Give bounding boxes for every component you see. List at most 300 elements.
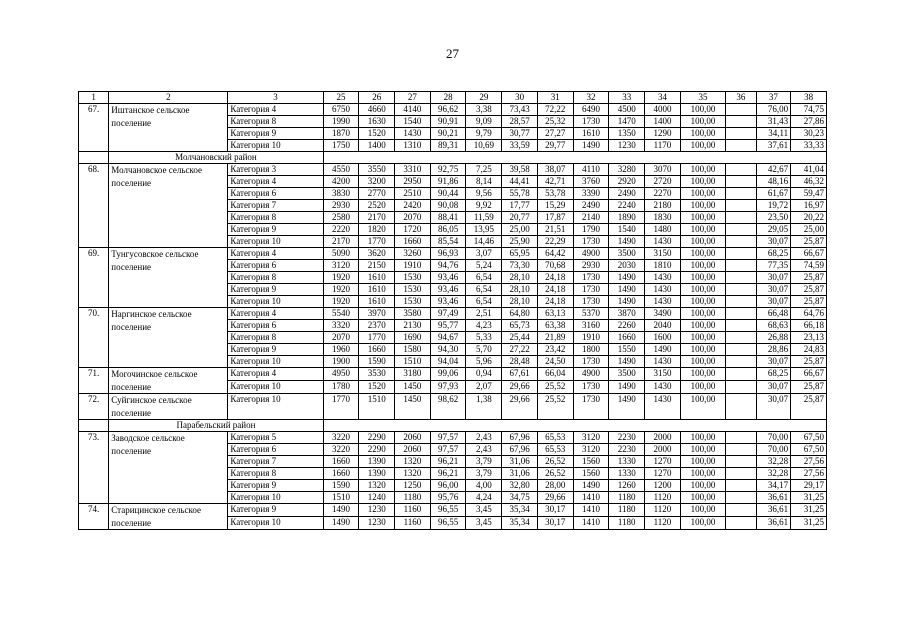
value-cell: 2270 [645,188,681,200]
value-cell: 4900 [573,368,609,381]
value-cell: 32,80 [502,480,538,492]
value-cell: 1400 [645,116,681,128]
value-cell: 1730 [573,272,609,284]
value-cell [726,394,756,420]
value-cell: 1730 [573,296,609,308]
value-cell: 1250 [395,480,431,492]
value-cell: 3870 [609,308,645,320]
category-cell: Категория 8 [228,212,323,224]
value-cell: 70,68 [537,260,573,272]
category-cell: Категория 9 [228,344,323,356]
value-cell [726,236,756,248]
category-cell: Категория 4 [228,248,323,260]
value-cell: 91,86 [430,176,466,188]
row-number: 70. [79,308,109,368]
header-cell: 35 [680,92,725,104]
category-cell: Категория 8 [228,332,323,344]
value-cell: 1290 [645,128,681,140]
value-cell: 1320 [395,468,431,480]
value-cell: 1390 [359,468,395,480]
value-cell: 4950 [323,368,359,381]
value-cell: 100,00 [680,128,725,140]
value-cell: 67,96 [502,444,538,456]
table-row [79,394,827,420]
value-cell: 25,52 [537,381,573,394]
value-cell: 85,54 [430,236,466,248]
section-empty [323,420,826,432]
value-cell: 3120 [323,260,359,272]
value-cell: 14,46 [466,236,502,248]
value-cell: 28,10 [502,296,538,308]
value-cell: 1410 [573,504,609,517]
value-cell: 2150 [359,260,395,272]
value-cell: 93,46 [430,296,466,308]
value-cell: 28,57 [502,116,538,128]
value-cell: 1170 [645,140,681,152]
value-cell: 61,67 [756,188,791,200]
value-cell: 67,61 [502,368,538,381]
value-cell: 5,24 [466,260,502,272]
value-cell: 9,56 [466,188,502,200]
category-cell: Категория 9 [228,284,323,296]
table-row [79,504,827,517]
value-cell [726,164,756,176]
value-cell: 59,47 [791,188,827,200]
value-cell: 31,06 [502,468,538,480]
value-cell: 96,62 [430,104,466,116]
value-cell: 31,25 [791,504,827,517]
value-cell: 36,61 [756,517,791,530]
value-cell: 1510 [323,492,359,504]
header-cell: 3 [228,92,323,104]
value-cell: 30,17 [537,504,573,517]
value-cell: 97,57 [430,432,466,444]
value-cell: 3760 [573,176,609,188]
value-cell: 1180 [609,492,645,504]
value-cell: 1820 [359,224,395,236]
value-cell: 30,17 [537,517,573,530]
value-cell: 1120 [645,492,681,504]
value-cell: 100,00 [680,456,725,468]
value-cell: 9,92 [466,200,502,212]
value-cell: 65,53 [537,444,573,456]
value-cell: 16,97 [791,200,827,212]
value-cell: 25,32 [537,116,573,128]
value-cell: 2260 [609,320,645,332]
value-cell: 100,00 [680,308,725,320]
value-cell: 1920 [323,272,359,284]
value-cell: 1450 [395,381,431,394]
category-cell: Категория 8 [228,116,323,128]
value-cell: 1770 [359,332,395,344]
value-cell: 2490 [609,188,645,200]
value-cell: 29,66 [537,492,573,504]
row-number: 74. [79,504,109,530]
value-cell: 2580 [323,212,359,224]
value-cell: 21,89 [537,332,573,344]
value-cell: 1430 [645,356,681,368]
value-cell: 1320 [395,456,431,468]
value-cell: 90,91 [430,116,466,128]
value-cell: 3280 [609,164,645,176]
value-cell: 1430 [645,236,681,248]
value-cell: 1770 [323,394,359,420]
value-cell: 65,73 [502,320,538,332]
value-cell: 11,59 [466,212,502,224]
value-cell: 1900 [323,356,359,368]
value-cell: 1560 [573,468,609,480]
value-cell: 55,78 [502,188,538,200]
section-empty [79,152,109,164]
value-cell: 2070 [323,332,359,344]
value-cell: 27,56 [791,456,827,468]
value-cell: 100,00 [680,188,725,200]
value-cell: 90,08 [430,200,466,212]
row-number: 72. [79,394,109,420]
value-cell: 96,55 [430,517,466,530]
value-cell [726,212,756,224]
value-cell: 94,30 [430,344,466,356]
value-cell: 64,42 [537,248,573,260]
value-cell: 86,05 [430,224,466,236]
value-cell: 96,55 [430,504,466,517]
value-cell: 100,00 [680,480,725,492]
value-cell: 1530 [395,284,431,296]
table-row [79,432,827,444]
value-cell: 3500 [609,248,645,260]
header-cell: 28 [430,92,466,104]
value-cell: 1920 [323,284,359,296]
value-cell: 2070 [395,212,431,224]
row-number: 68. [79,164,109,248]
value-cell: 1320 [359,480,395,492]
value-cell: 3310 [395,164,431,176]
value-cell: 37,61 [756,140,791,152]
category-cell: Категория 7 [228,456,323,468]
value-cell: 1430 [645,272,681,284]
value-cell: 1610 [359,284,395,296]
value-cell: 1720 [395,224,431,236]
value-cell: 1490 [609,272,645,284]
section-empty [79,420,109,432]
value-cell: 94,04 [430,356,466,368]
value-cell: 1790 [573,224,609,236]
value-cell: 25,87 [791,272,827,284]
value-cell: 100,00 [680,176,725,188]
value-cell: 3,45 [466,517,502,530]
value-cell: 20,22 [791,212,827,224]
value-cell: 25,87 [791,394,827,420]
value-cell: 23,13 [791,332,827,344]
value-cell: 1750 [323,140,359,152]
value-cell: 2510 [395,188,431,200]
value-cell: 23,42 [537,344,573,356]
value-cell: 27,27 [537,128,573,140]
value-cell: 70,00 [756,444,791,456]
value-cell: 89,31 [430,140,466,152]
table-row [79,308,827,320]
value-cell: 2,51 [466,308,502,320]
value-cell: 24,83 [791,344,827,356]
settlement-name: Тунгусовское сельское поселение [109,248,228,308]
value-cell: 3,38 [466,104,502,116]
value-cell: 4,24 [466,492,502,504]
page-number: 27 [446,46,459,61]
value-cell [726,468,756,480]
value-cell: 3970 [359,308,395,320]
value-cell: 1730 [573,394,609,420]
value-cell: 65,53 [537,432,573,444]
category-cell: Категория 10 [228,140,323,152]
value-cell: 1260 [609,480,645,492]
section-empty [323,152,826,164]
value-cell: 65,95 [502,248,538,260]
value-cell: 36,61 [756,492,791,504]
value-cell: 63,13 [537,308,573,320]
value-cell: 3530 [359,368,395,381]
value-cell: 1120 [645,504,681,517]
value-cell [726,224,756,236]
header-cell: 25 [323,92,359,104]
value-cell: 5,70 [466,344,502,356]
value-cell: 1990 [323,116,359,128]
value-cell: 32,28 [756,468,791,480]
value-cell: 3220 [323,432,359,444]
category-cell: Категория 10 [228,492,323,504]
category-cell: Категория 4 [228,368,323,381]
value-cell: 25,44 [502,332,538,344]
value-cell: 6,54 [466,284,502,296]
category-cell: Категория 6 [228,260,323,272]
value-cell: 31,06 [502,456,538,468]
value-cell: 1510 [359,394,395,420]
value-cell: 29,77 [537,140,573,152]
value-cell: 1520 [359,128,395,140]
value-cell: 6,54 [466,296,502,308]
value-cell: 1,38 [466,394,502,420]
value-cell: 1890 [609,212,645,224]
value-cell: 1800 [573,344,609,356]
row-number: 71. [79,368,109,394]
value-cell [726,260,756,272]
value-cell: 66,04 [537,368,573,381]
value-cell: 25,52 [537,394,573,420]
value-cell: 28,86 [756,344,791,356]
header-cell: 31 [537,92,573,104]
value-cell: 27,22 [502,344,538,356]
value-cell: 74,75 [791,104,827,116]
value-cell: 100,00 [680,332,725,344]
table-row [79,104,827,116]
value-cell: 1590 [323,480,359,492]
settlement-name: Заводское сельское поселение [109,432,228,504]
value-cell: 1540 [395,116,431,128]
value-cell: 64,80 [502,308,538,320]
value-cell: 2230 [609,444,645,456]
value-cell: 2770 [359,188,395,200]
value-cell: 2,43 [466,444,502,456]
value-cell: 1530 [395,272,431,284]
value-cell: 100,00 [680,104,725,116]
header-cell: 30 [502,92,538,104]
value-cell [726,176,756,188]
value-cell: 1490 [323,517,359,530]
value-cell: 7,25 [466,164,502,176]
value-cell: 44,41 [502,176,538,188]
value-cell: 4000 [645,104,681,116]
value-cell: 1180 [609,504,645,517]
value-cell: 1520 [359,381,395,394]
category-cell: Категория 6 [228,320,323,332]
value-cell: 3120 [573,444,609,456]
value-cell [726,116,756,128]
value-cell: 3830 [323,188,359,200]
value-cell: 100,00 [680,284,725,296]
value-cell: 26,52 [537,468,573,480]
value-cell: 13,95 [466,224,502,236]
value-cell: 28,10 [502,284,538,296]
section-row [79,420,827,432]
value-cell: 2370 [359,320,395,332]
value-cell: 64,76 [791,308,827,320]
value-cell: 3260 [395,248,431,260]
value-cell: 1920 [323,296,359,308]
value-cell [726,284,756,296]
value-cell: 96,93 [430,248,466,260]
value-cell: 99,06 [430,368,466,381]
value-cell: 28,48 [502,356,538,368]
value-cell: 95,76 [430,492,466,504]
value-cell: 1490 [573,140,609,152]
value-cell: 1480 [645,224,681,236]
value-cell: 30,23 [791,128,827,140]
value-cell [726,517,756,530]
value-cell: 2140 [573,212,609,224]
header-cell: 38 [791,92,827,104]
value-cell: 100,00 [680,260,725,272]
value-cell: 29,05 [756,224,791,236]
value-cell: 25,00 [502,224,538,236]
value-cell: 1410 [573,492,609,504]
value-cell: 4110 [573,164,609,176]
section-title: Молчановский район [109,152,323,164]
value-cell: 4,00 [466,480,502,492]
value-cell: 26,88 [756,332,791,344]
header-cell: 32 [573,92,609,104]
value-cell: 1660 [323,456,359,468]
value-cell: 100,00 [680,492,725,504]
header-cell: 2 [109,92,228,104]
value-cell: 68,63 [756,320,791,332]
value-cell: 2420 [395,200,431,212]
value-cell: 67,50 [791,432,827,444]
value-cell: 27,86 [791,116,827,128]
value-cell: 100,00 [680,344,725,356]
value-cell: 70,00 [756,432,791,444]
settlement-name: Старицинское сельское поселение [109,504,228,530]
value-cell: 94,67 [430,332,466,344]
value-cell: 2920 [609,176,645,188]
value-cell: 68,25 [756,368,791,381]
value-cell: 5540 [323,308,359,320]
category-cell: Категория 4 [228,308,323,320]
value-cell: 25,87 [791,381,827,394]
value-cell: 27,56 [791,468,827,480]
value-cell: 100,00 [680,504,725,517]
value-cell: 97,57 [430,444,466,456]
category-cell: Категория 4 [228,176,323,188]
value-cell: 24,18 [537,284,573,296]
value-cell: 1730 [573,356,609,368]
value-cell: 2240 [609,200,645,212]
value-cell: 100,00 [680,320,725,332]
value-cell: 1470 [609,116,645,128]
value-cell: 42,71 [537,176,573,188]
value-cell [726,104,756,116]
value-cell: 1490 [609,381,645,394]
value-cell: 1870 [323,128,359,140]
value-cell [726,344,756,356]
value-cell: 1610 [573,128,609,140]
value-cell: 38,07 [537,164,573,176]
header-row [79,92,827,104]
value-cell: 2950 [395,176,431,188]
value-cell: 100,00 [680,272,725,284]
value-cell: 90,44 [430,188,466,200]
value-cell: 1400 [359,140,395,152]
value-cell: 21,51 [537,224,573,236]
value-cell: 3150 [645,248,681,260]
value-cell: 2000 [645,444,681,456]
value-cell: 1730 [573,116,609,128]
value-cell: 3390 [573,188,609,200]
value-cell: 66,67 [791,248,827,260]
value-cell: 42,67 [756,164,791,176]
value-cell: 22,29 [537,236,573,248]
category-cell: Категория 10 [228,517,323,530]
value-cell: 2220 [323,224,359,236]
value-cell: 30,07 [756,356,791,368]
value-cell: 48,16 [756,176,791,188]
value-cell: 31,25 [791,492,827,504]
value-cell: 32,28 [756,456,791,468]
value-cell: 30,07 [756,394,791,420]
value-cell: 93,46 [430,284,466,296]
value-cell [726,200,756,212]
value-cell: 31,43 [756,116,791,128]
value-cell: 1610 [359,296,395,308]
value-cell: 1120 [645,517,681,530]
value-cell: 100,00 [680,356,725,368]
value-cell: 100,00 [680,394,725,420]
value-cell: 1770 [359,236,395,248]
value-cell: 3,45 [466,504,502,517]
value-cell: 1430 [645,296,681,308]
value-cell: 2720 [645,176,681,188]
value-cell [726,492,756,504]
value-cell [726,356,756,368]
value-cell: 34,11 [756,128,791,140]
value-cell: 1410 [573,517,609,530]
value-cell: 3550 [359,164,395,176]
value-cell: 28,10 [502,272,538,284]
value-cell: 4500 [609,104,645,116]
value-cell: 19,72 [756,200,791,212]
value-cell: 100,00 [680,248,725,260]
settlement-name: Могочинское сельское поселение [109,368,228,394]
value-cell [726,504,756,517]
value-cell: 1270 [645,468,681,480]
